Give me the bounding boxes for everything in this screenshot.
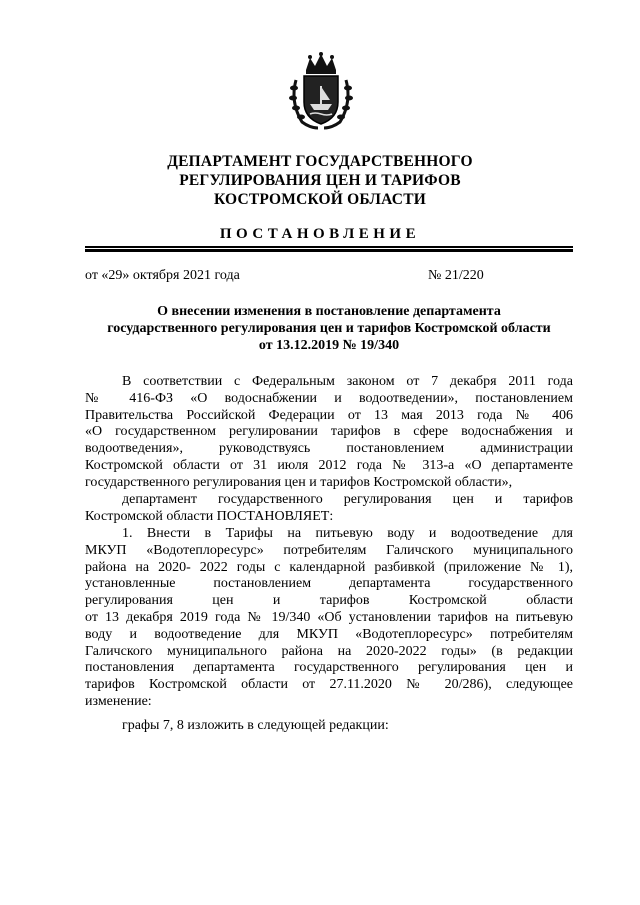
text-line: МКУП «Водотеплоресурс» потребителям Галичского муниципального (85, 542, 573, 558)
clause-1-paragraph (85, 526, 573, 711)
text-line: постановления департамента государственного регулирования цен и (85, 660, 573, 676)
text-line: тарифов Костромской области от 27.11.2020 № 20/286), следующее (85, 677, 573, 693)
text-line: государственного регулирования цен и тарифов Костромской области», (85, 474, 513, 490)
amendment-instruction (85, 718, 573, 735)
text-line: Костромской области ПОСТАНОВЛЯЕТ: (85, 508, 334, 524)
subject-line-3: от 13.12.2019 № 19/340 (258, 338, 400, 353)
header-divider-thin (85, 246, 573, 248)
document-type-title: ПОСТАНОВЛЕНИЕ (219, 226, 421, 242)
department-name-line-3: КОСТРОМСКОЙ ОБЛАСТИ (213, 191, 426, 208)
text-line: «О государственном регулировании тарифов в сфере водоснабжения и (85, 424, 573, 440)
text-line: В соответствии с Федеральным законом от 7 декабря 2011 года (122, 374, 573, 389)
text-line: департамент государственного регулирования цен и тарифов (122, 492, 573, 507)
subject-line-2: государственного регулирования цен и тарифов Костромской области (107, 321, 551, 336)
document-date: от «29» октября 2021 года (85, 268, 240, 283)
text-line: от 13 декабря 2019 года № 19/340 «Об установлении тарифов на питьевую (85, 609, 573, 625)
text-line: графы 7, 8 изложить в следующей редакции: (122, 718, 389, 733)
text-line: 1. Внести в Тарифы на питьевую воду и водоотведение для (122, 526, 573, 541)
text-line: района на 2020- 2022 годы с календарной разбивкой (приложение № 1), (85, 559, 573, 575)
text-line: установленные постановлением департамента государственного (85, 576, 573, 592)
coat-of-arms-emblem (288, 52, 354, 130)
subject-line-1: О внесении изменения в постановление департамента (157, 304, 501, 319)
text-line: Правительства Российской Федерации от 13 мая 2013 года № 406 (85, 407, 573, 423)
resolution-paragraph (85, 492, 573, 526)
document-number: № 21/220 (428, 268, 484, 283)
text-line: Костромской области от 31 июля 2012 года № 313-а «О департаменте (85, 457, 573, 473)
department-name-line-2: РЕГУЛИРОВАНИЯ ЦЕН И ТАРИФОВ (179, 172, 461, 189)
header-divider-thick (85, 249, 573, 252)
department-name-line-1: ДЕПАРТАМЕНТ ГОСУДАРСТВЕННОГО (167, 153, 473, 170)
text-line: № 416-ФЗ «О водоснабжении и водоотведении», постановлением (85, 390, 573, 406)
preamble-paragraph (85, 374, 573, 492)
text-line: воду и водоотведение для МКУП «Водотеплоресурс» потребителям (85, 626, 573, 642)
text-line: регулирования цен и тарифов Костромской области (85, 593, 573, 609)
text-line: Галичского муниципального района на 2020-2022 годы» (в редакции (85, 643, 573, 659)
text-line: изменение: (85, 693, 152, 709)
text-line: водоотведения», руководствуясь постановлением администрации (85, 441, 573, 457)
